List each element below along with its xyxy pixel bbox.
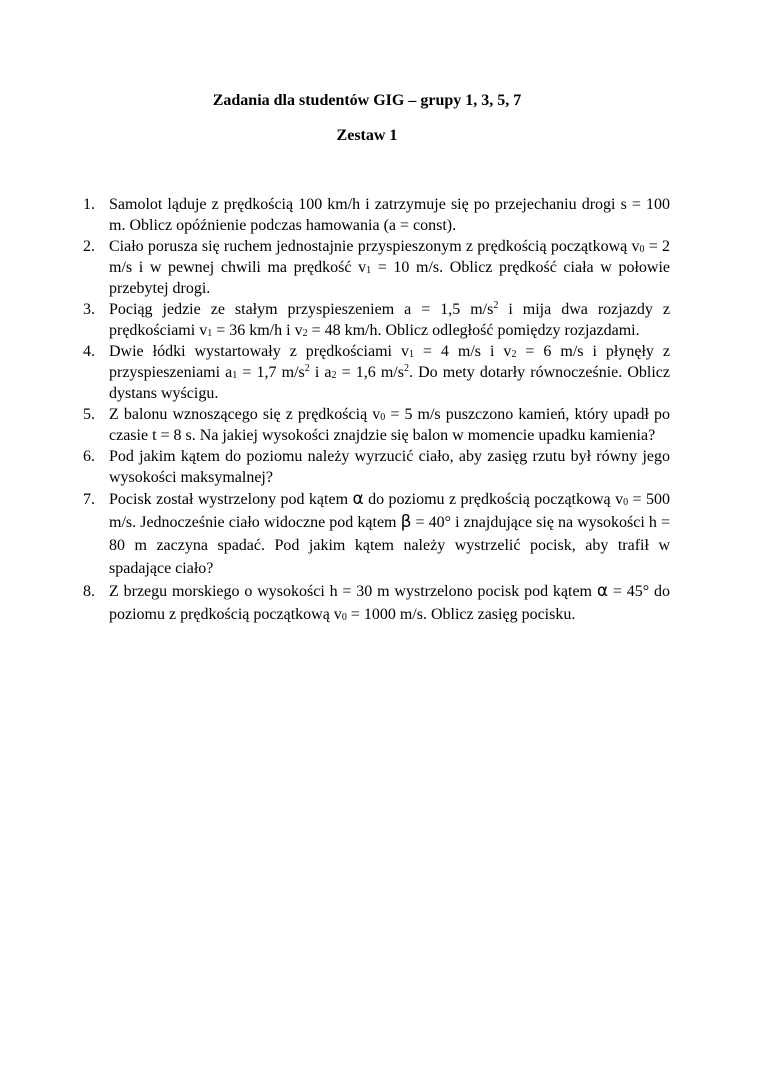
task-number: 1. — [83, 196, 95, 213]
document-title: Zadania dla studentów GIG – grupy 1, 3, 5, 7 — [212, 92, 522, 109]
alpha-symbol: α — [596, 581, 609, 601]
alpha-symbol: α — [352, 489, 364, 509]
task-item — [80, 488, 670, 580]
task-item — [80, 580, 670, 626]
task-number: 3. — [83, 301, 95, 318]
task-text: Ciało porusza się ruchem jednostajnie przyspieszonym z prędkością początkową $v_0 = 2$ m/s i w pewnej chwili ma prędkość $v_1 = 10$ m/s. Oblicz prędkość ciała w połowie przebytej drogi. — [109, 238, 671, 297]
task-number: 8. — [83, 583, 95, 600]
task-list — [80, 194, 670, 626]
task-text: Z balonu wznoszącego się z prędkością $v_0 = 5$ m/s puszczono kamień, który upadł po czasie t = 8 s. Na jakiej wysokości znajdzie się balon w momencie upadku kamienia? — [109, 406, 670, 444]
task-item — [80, 194, 670, 236]
task-text: Z brzegu morskiego o wysokości h = 30 m wystrzelono pocisk pod kątem α = 45° do poziomu z prędkością początkową $v_0 = 1000$ m/s. Oblicz zasięg pocisku. — [109, 581, 670, 623]
task-text: Pocisk został wystrzelony pod kątem α do poziomu z prędkością początkową $v_0 = 500$ m/s. Jednocześnie ciało widoczne pod kątem β = 40° i znajdujące się na wysokości h = 80 m zaczyna spadać. Pod jakim kątem należy wystrzelić pocisk, aby trafił w spadające ciało? — [109, 489, 671, 577]
task-text: Samolot ląduje z prędkością 100 km/h i zatrzymuje się po przejechaniu drogi s = 100 m. Oblicz opóźnienie podczas hamowania (a = const). — [109, 196, 670, 234]
task-text: Pod jakim kątem do poziomu należy wyrzucić ciało, aby zasięg rzutu był równy jego wysokości maksymalnej? — [109, 448, 670, 486]
document-subtitle: Zestaw 1 — [336, 127, 398, 144]
beta-symbol: β — [400, 512, 412, 532]
task-number: 2. — [83, 238, 95, 255]
task-item — [80, 236, 670, 299]
task-number: 5. — [83, 406, 95, 423]
task-number: 7. — [83, 491, 95, 508]
task-text: Pociąg jedzie ze stałym przyspieszeniem a = 1,5 $m/s^2$ i mija dwa rozjazdy z prędkościami $v_1 = 36$ km/h i $v_2 = 48$ km/h. Oblicz odległość pomiędzy rozjazdami. — [109, 300, 670, 339]
task-number: 6. — [83, 448, 95, 465]
task-text: Dwie łódki wystartowały z prędkościami $v_1 = 4$ m/s i $v_2 = 6$ m/s i płynęły z przyspieszeniami $a_1 = 1,7$ $m/s^2$ i $a_2 = 1,6$ $m/s^2$. Do mety dotarły równocześnie. Oblicz dystans wyścigu. — [109, 343, 671, 402]
task-item — [80, 446, 670, 488]
task-item — [80, 299, 670, 341]
task-item — [80, 341, 670, 404]
task-number: 4. — [83, 343, 95, 360]
task-item — [80, 404, 670, 446]
